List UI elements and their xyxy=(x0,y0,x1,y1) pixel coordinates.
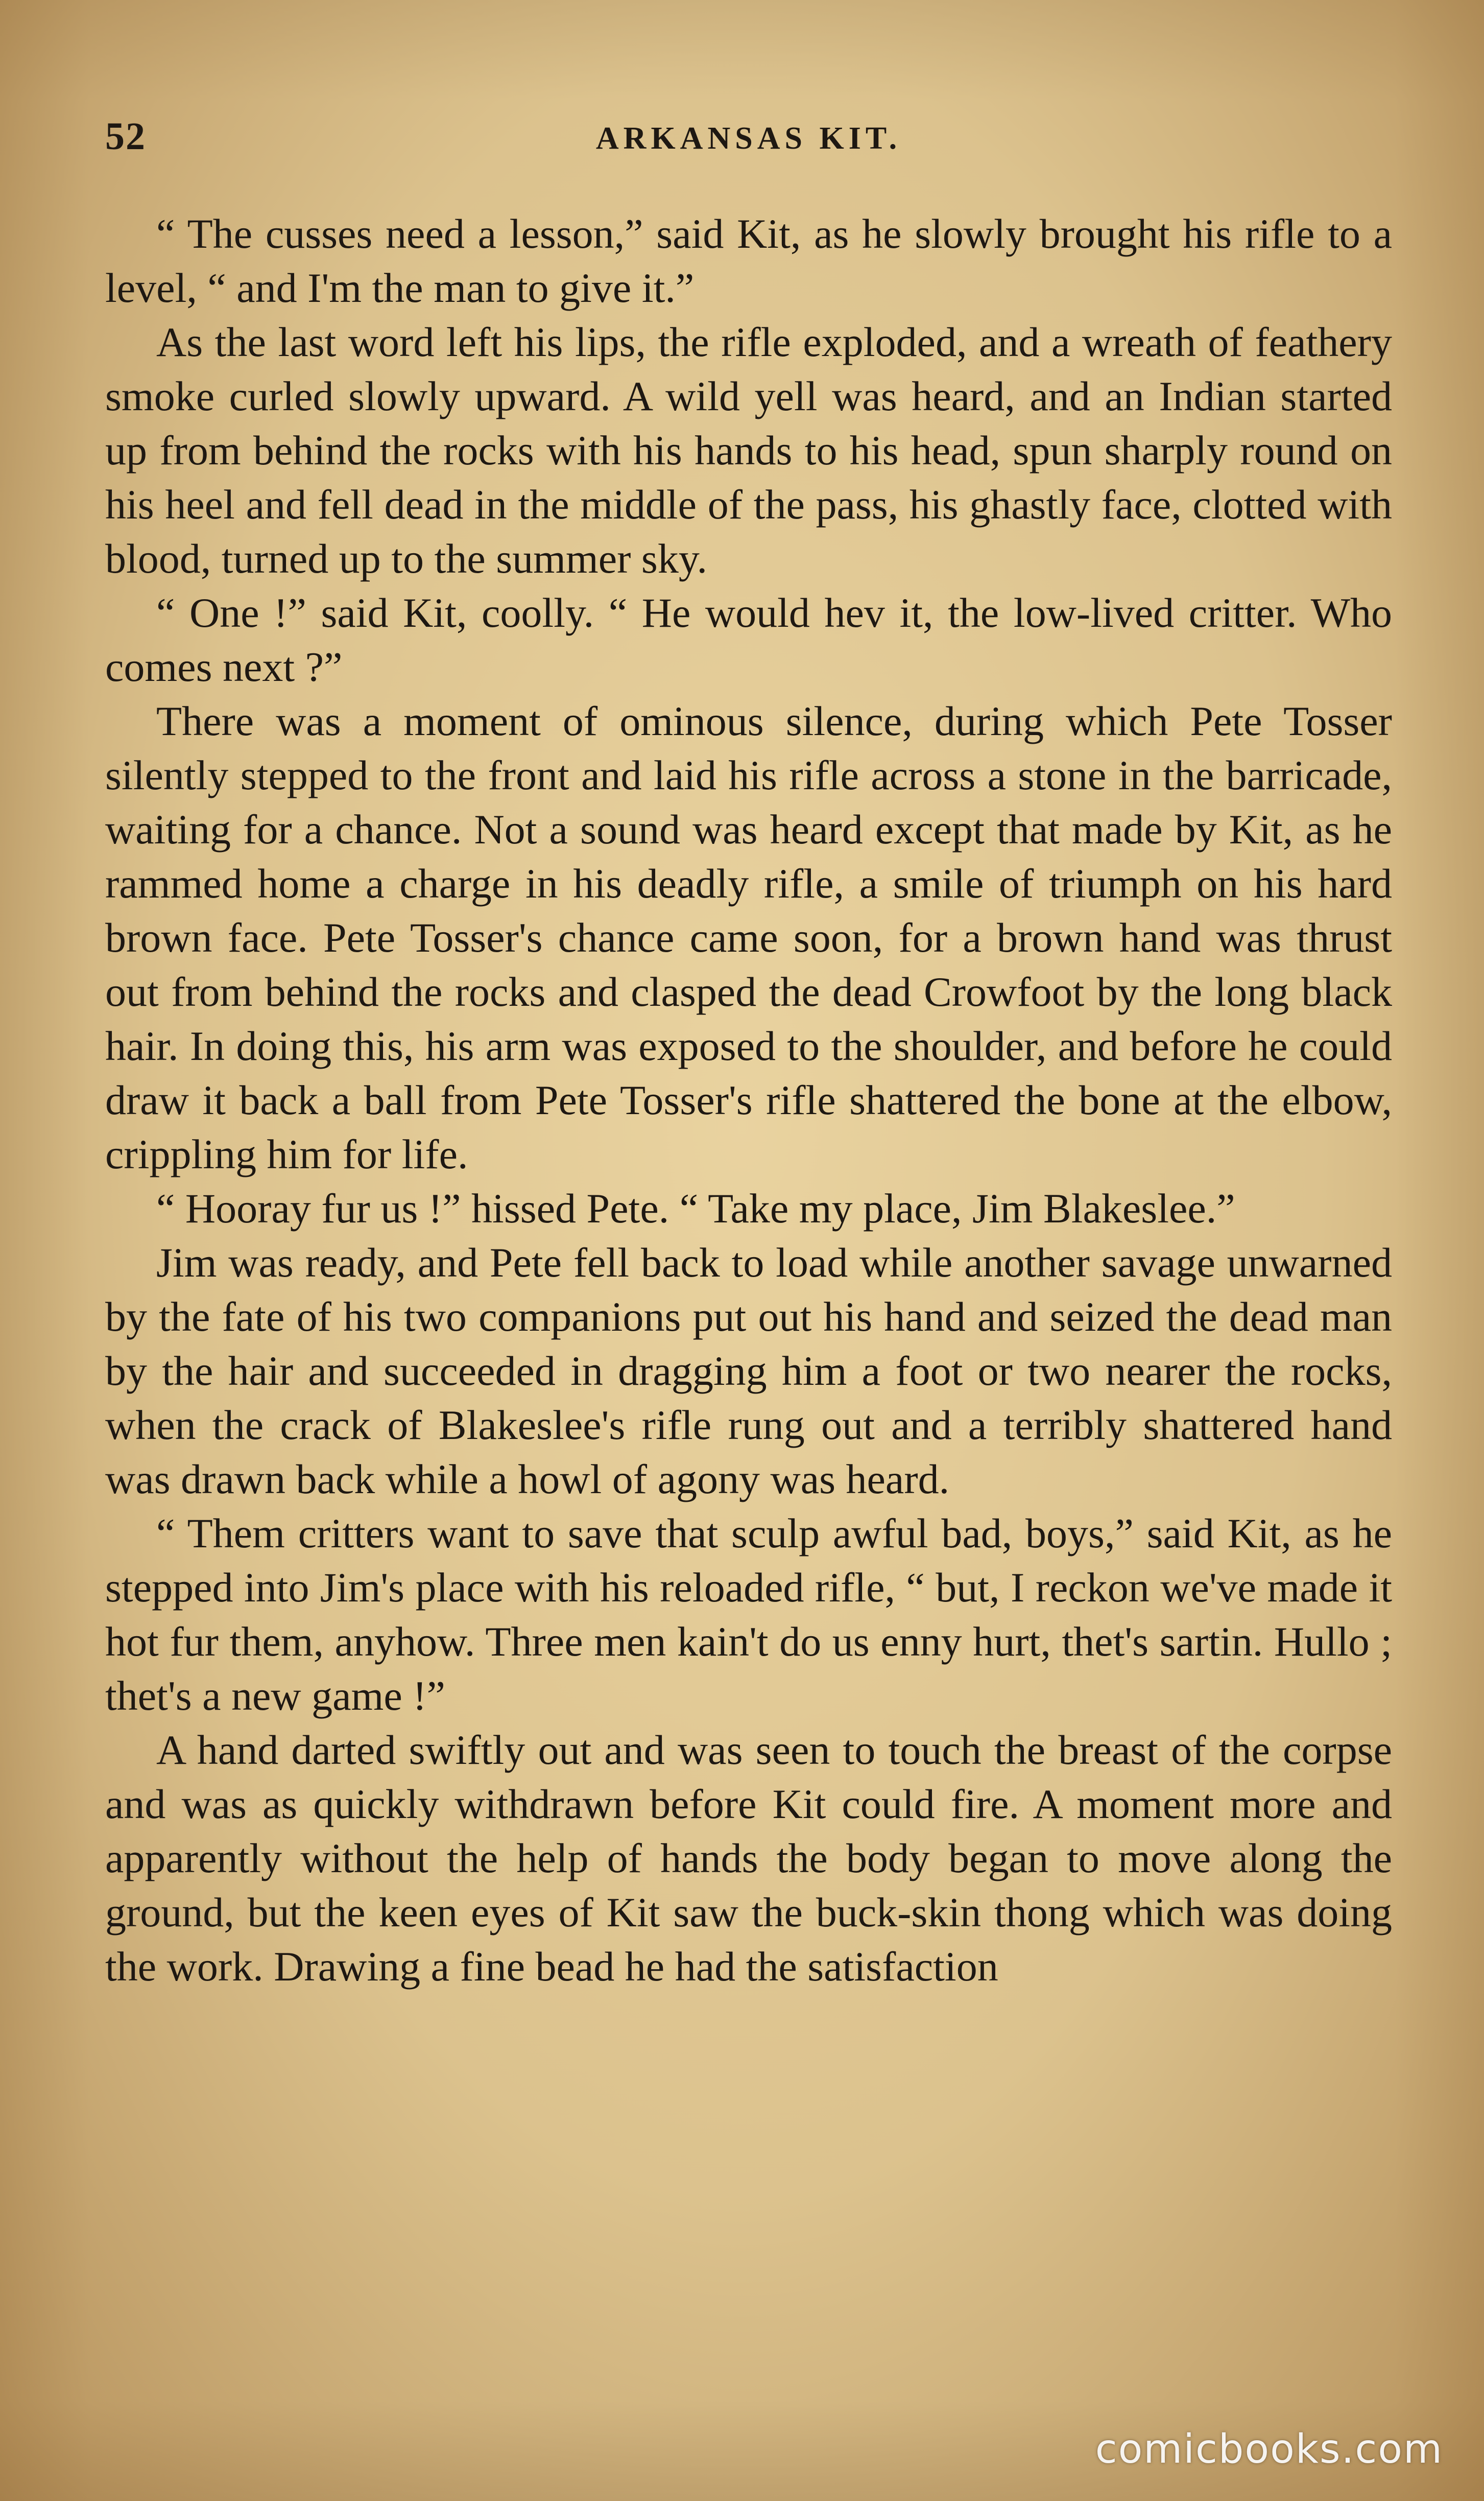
paragraph: A hand darted swiftly out and was seen to touch the breast of the corpse and was as quickly withdrawn before Kit could fire. A moment more and apparently without the help of hands the body began to move along the ground, but the keen eyes of Kit saw the buck-skin thong which was doing the work. Drawing a fine bead he had the satisfaction xyxy=(105,1727,1392,1990)
paragraph: “ One !” said Kit, coolly. “ He would hev it, the low-lived critter. Who comes next ?” xyxy=(105,589,1392,690)
paragraph: “ Hooray fur us !” hissed Pete. “ Take my place, Jim Blakeslee.” xyxy=(156,1185,1235,1232)
watermark: comicbooks.com xyxy=(1095,2426,1443,2472)
body-text xyxy=(105,207,1392,1994)
paragraph: “ Them critters want to save that sculp awful bad, boys,” said Kit, as he stepped into Jim's place with his reloaded rifle, “ but, I reckon we've made it hot fur them, anyhow. Three men kain't do us enny hurt, thet's sartin. Hullo ; thet's a new game !” xyxy=(105,1510,1392,1719)
paragraph: “ The cusses need a lesson,” said Kit, as he slowly brought his rifle to a level, “ and I'm the man to give it.” xyxy=(105,210,1392,311)
page-header xyxy=(105,102,1392,163)
paragraph: There was a moment of ominous silence, during which Pete Tosser silently stepped to the front and laid his rifle across a stone in the barricade, waiting for a chance. Not a sound was heard except that made by Kit, as he rammed home a charge in his deadly rifle, a smile of triumph on his hard brown face. Pete Tosser's chance came soon, for a brown hand was thrust out from behind the rocks and clasped the dead Crowfoot by the long black hair. In doing this, his arm was exposed to the shoulder, and before he could draw it back a ball from Pete Tosser's rifle shattered the bone at the elbow, crippling him for life. xyxy=(105,698,1392,1177)
page-number: 52 xyxy=(105,115,146,158)
paragraph: As the last word left his lips, the rifle exploded, and a wreath of feathery smoke curled slowly upward. A wild yell was heard, and an Indian started up from behind the rocks with his hands to his head, spun sharply round on his heel and fell dead in the middle of the pass, his ghastly face, clotted with blood, turned up to the summer sky. xyxy=(105,319,1392,582)
paragraph: Jim was ready, and Pete fell back to load while another savage unwarned by the fate of his two companions put out his hand and seized the dead man by the hair and succeeded in dragging him a foot or two nearer the rocks, when the crack of Blakeslee's rifle rung out and a terribly shattered hand was drawn back while a howl of agony was heard. xyxy=(105,1239,1392,1502)
running-head: ARKANSAS KIT. xyxy=(595,121,902,156)
